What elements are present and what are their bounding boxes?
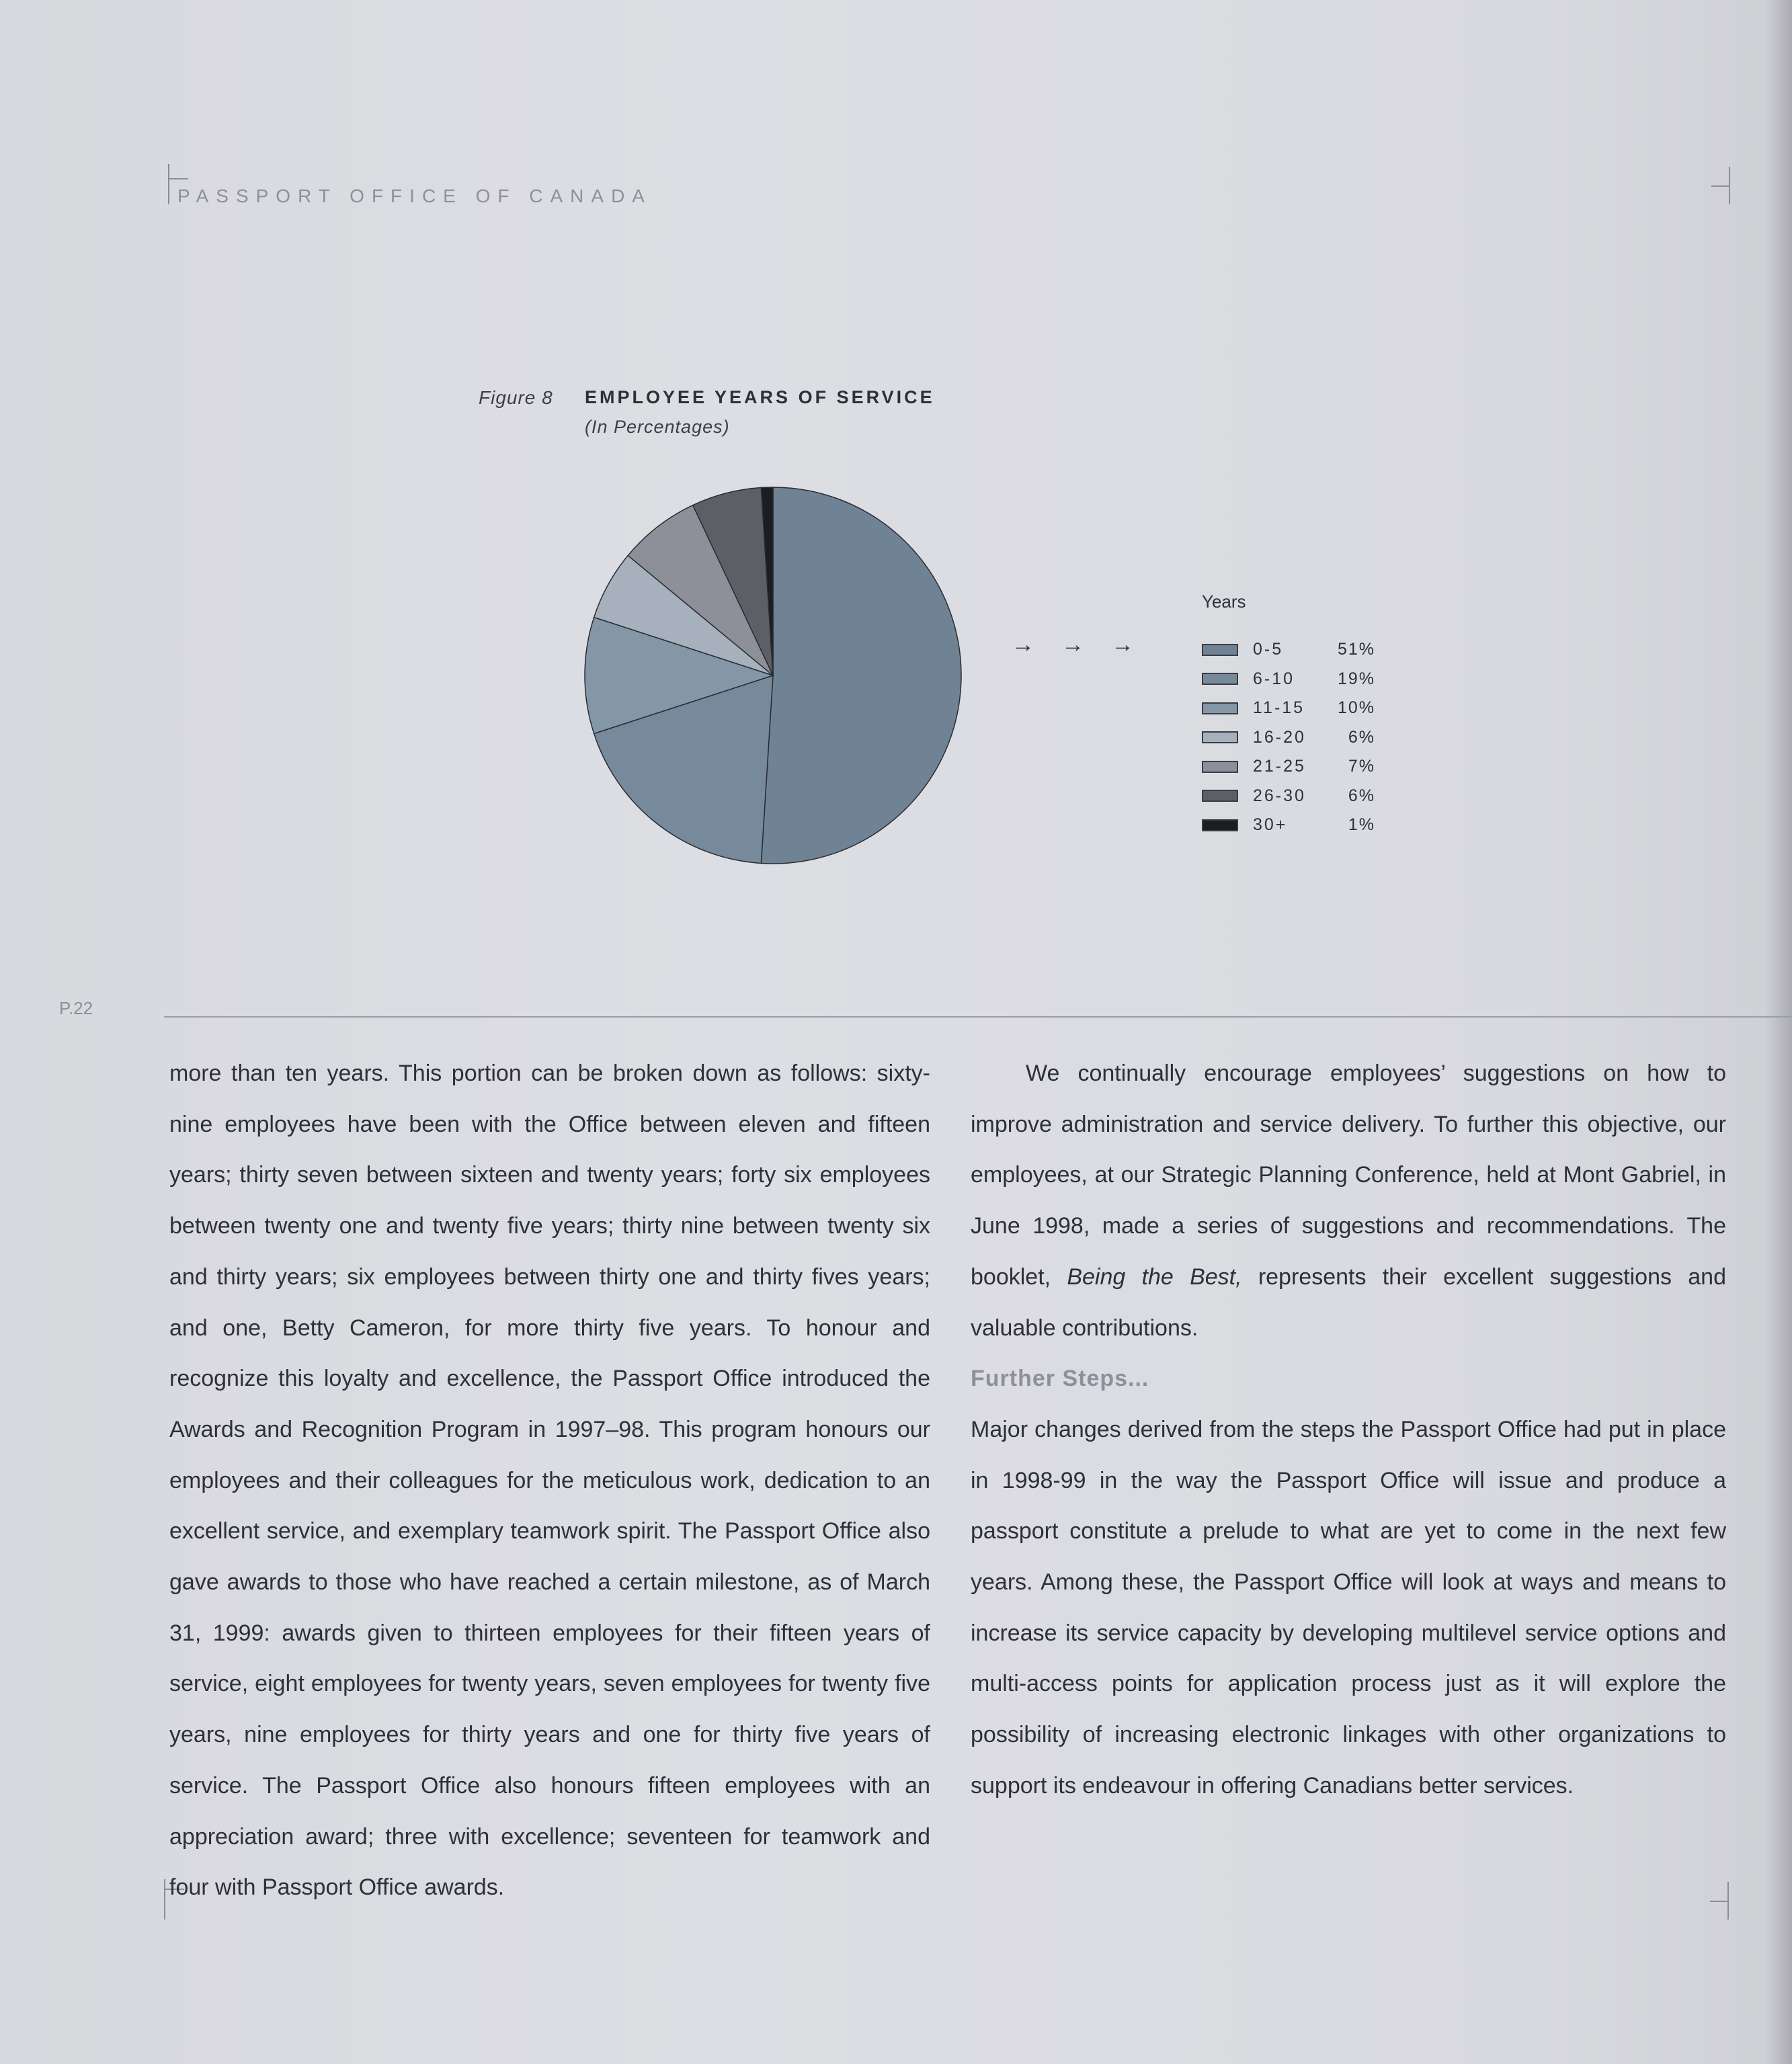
legend-label: 11-15: [1253, 698, 1305, 718]
crop-mark-top-left-v: [168, 164, 169, 204]
legend-item: [1202, 635, 1377, 665]
text-run: represents their excellent suggestions and valuable contributions.: [971, 1264, 1726, 1341]
arrows: [1012, 632, 1161, 658]
arrow-icon: →: [1012, 632, 1061, 657]
text-column-left: [169, 1048, 930, 1913]
legend-swatch: [1202, 761, 1238, 773]
legend-swatch: [1202, 644, 1238, 656]
figure-title: EMPLOYEE YEARS OF SERVICE: [585, 387, 935, 407]
legend-item: [1202, 694, 1377, 723]
pie-chart: [578, 481, 968, 870]
crop-mark-bottom-right-h: [1710, 1901, 1729, 1902]
arrow-icon: →: [1111, 632, 1161, 657]
legend-swatch: [1202, 702, 1238, 714]
legend-item: [1202, 811, 1377, 840]
legend-value: 1%: [1348, 815, 1375, 835]
running-header: PASSPORT OFFICE OF CANADA: [177, 185, 652, 206]
legend-label: 30+: [1253, 815, 1288, 835]
legend: [1202, 635, 1377, 840]
legend-value: 19%: [1337, 669, 1375, 688]
legend-label: 16-20: [1253, 727, 1306, 747]
legend-label: 21-25: [1253, 757, 1306, 776]
legend-value: 6%: [1348, 786, 1375, 805]
section-heading: Further Steps...: [971, 1366, 1149, 1392]
legend-value: 7%: [1348, 757, 1375, 776]
pie-slice-0-5: [761, 487, 961, 864]
legend-swatch: [1202, 819, 1238, 831]
legend-swatch: [1202, 673, 1238, 685]
page-edge-shadow: [1765, 0, 1792, 2064]
legend-label: 26-30: [1253, 786, 1306, 805]
paragraph: [971, 1048, 1726, 1354]
crop-mark-top-right-h: [1711, 185, 1730, 187]
crop-mark-bottom-left-v: [164, 1879, 165, 1919]
legend-swatch: [1202, 790, 1238, 802]
divider-rule: [164, 1016, 1792, 1018]
legend-label: 6-10: [1253, 669, 1295, 688]
legend-swatch: [1202, 731, 1238, 743]
text-run: We continually encourage employees’ suggestions on how to improve administration and service delivery. To further this objective, our employees, at our Strategic Planning Conference, held at Mont Gabriel, in June 1998, made a series of suggestions and recommendations. The booklet,: [971, 1061, 1726, 1290]
page-number: P.22: [59, 998, 93, 1018]
legend-item: [1202, 782, 1377, 811]
arrow-icon: →: [1061, 632, 1111, 657]
legend-label: 0-5: [1253, 640, 1284, 659]
legend-item: [1202, 723, 1377, 753]
paragraph: more than ten years. This portion can be broken down as follows: sixty-nine employees have been with the Office between eleven and fifteen years; thirty seven between sixteen and twenty years; forty six employees between twenty one and twenty five years; thirty nine between twenty six and thirty years; six employees between thirty one and thirty fives years; and one, Betty Cameron, for more thirty five years. To honour and recognize this loyalty and excellence, the Passport Office introduced the Awards and Recognition Program in 1997–98. This program honours our employees and their colleagues for the meticulous work, dedication to an excellent service, and exemplary teamwork spirit. The Passport Office also gave awards to those who have reached a certain milestone, as of March 31, 1999: awards given to thirteen employees for their fifteen years of service, eight employees for twenty years, seven employees for twenty five years, nine employees for thirty years and one for thirty five years of service. The Passport Office also honours fifteen employees with an appreciation award; three with excellence; seventeen for teamwork and four with Passport Office awards.: [169, 1061, 930, 1901]
figure-subtitle: (In Percentages): [585, 417, 730, 437]
text-column-right: [971, 1048, 1726, 1812]
paragraph: Major changes derived from the steps the Passport Office had put in place in 1998-99 in the way the Passport Office will issue and produce a passport constitute a prelude to what are yet to come in the next few years. Among these, the Passport Office will look at ways and means to increase its service capacity by developing multilevel service options and multi-access points for application process just as it will explore the possibility of increasing electronic linkages with other organizations to support its endeavour in offering Canadians better services.: [971, 1416, 1726, 1799]
crop-mark-top-left-h: [168, 178, 188, 179]
legend-value: 6%: [1348, 727, 1375, 747]
figure-number: Figure 8: [479, 387, 553, 408]
booklet-title: Being the Best,: [1067, 1264, 1242, 1290]
legend-title: Years: [1202, 591, 1246, 612]
legend-value: 51%: [1337, 640, 1375, 659]
legend-value: 10%: [1337, 698, 1375, 718]
legend-item: [1202, 665, 1377, 694]
legend-item: [1202, 752, 1377, 782]
